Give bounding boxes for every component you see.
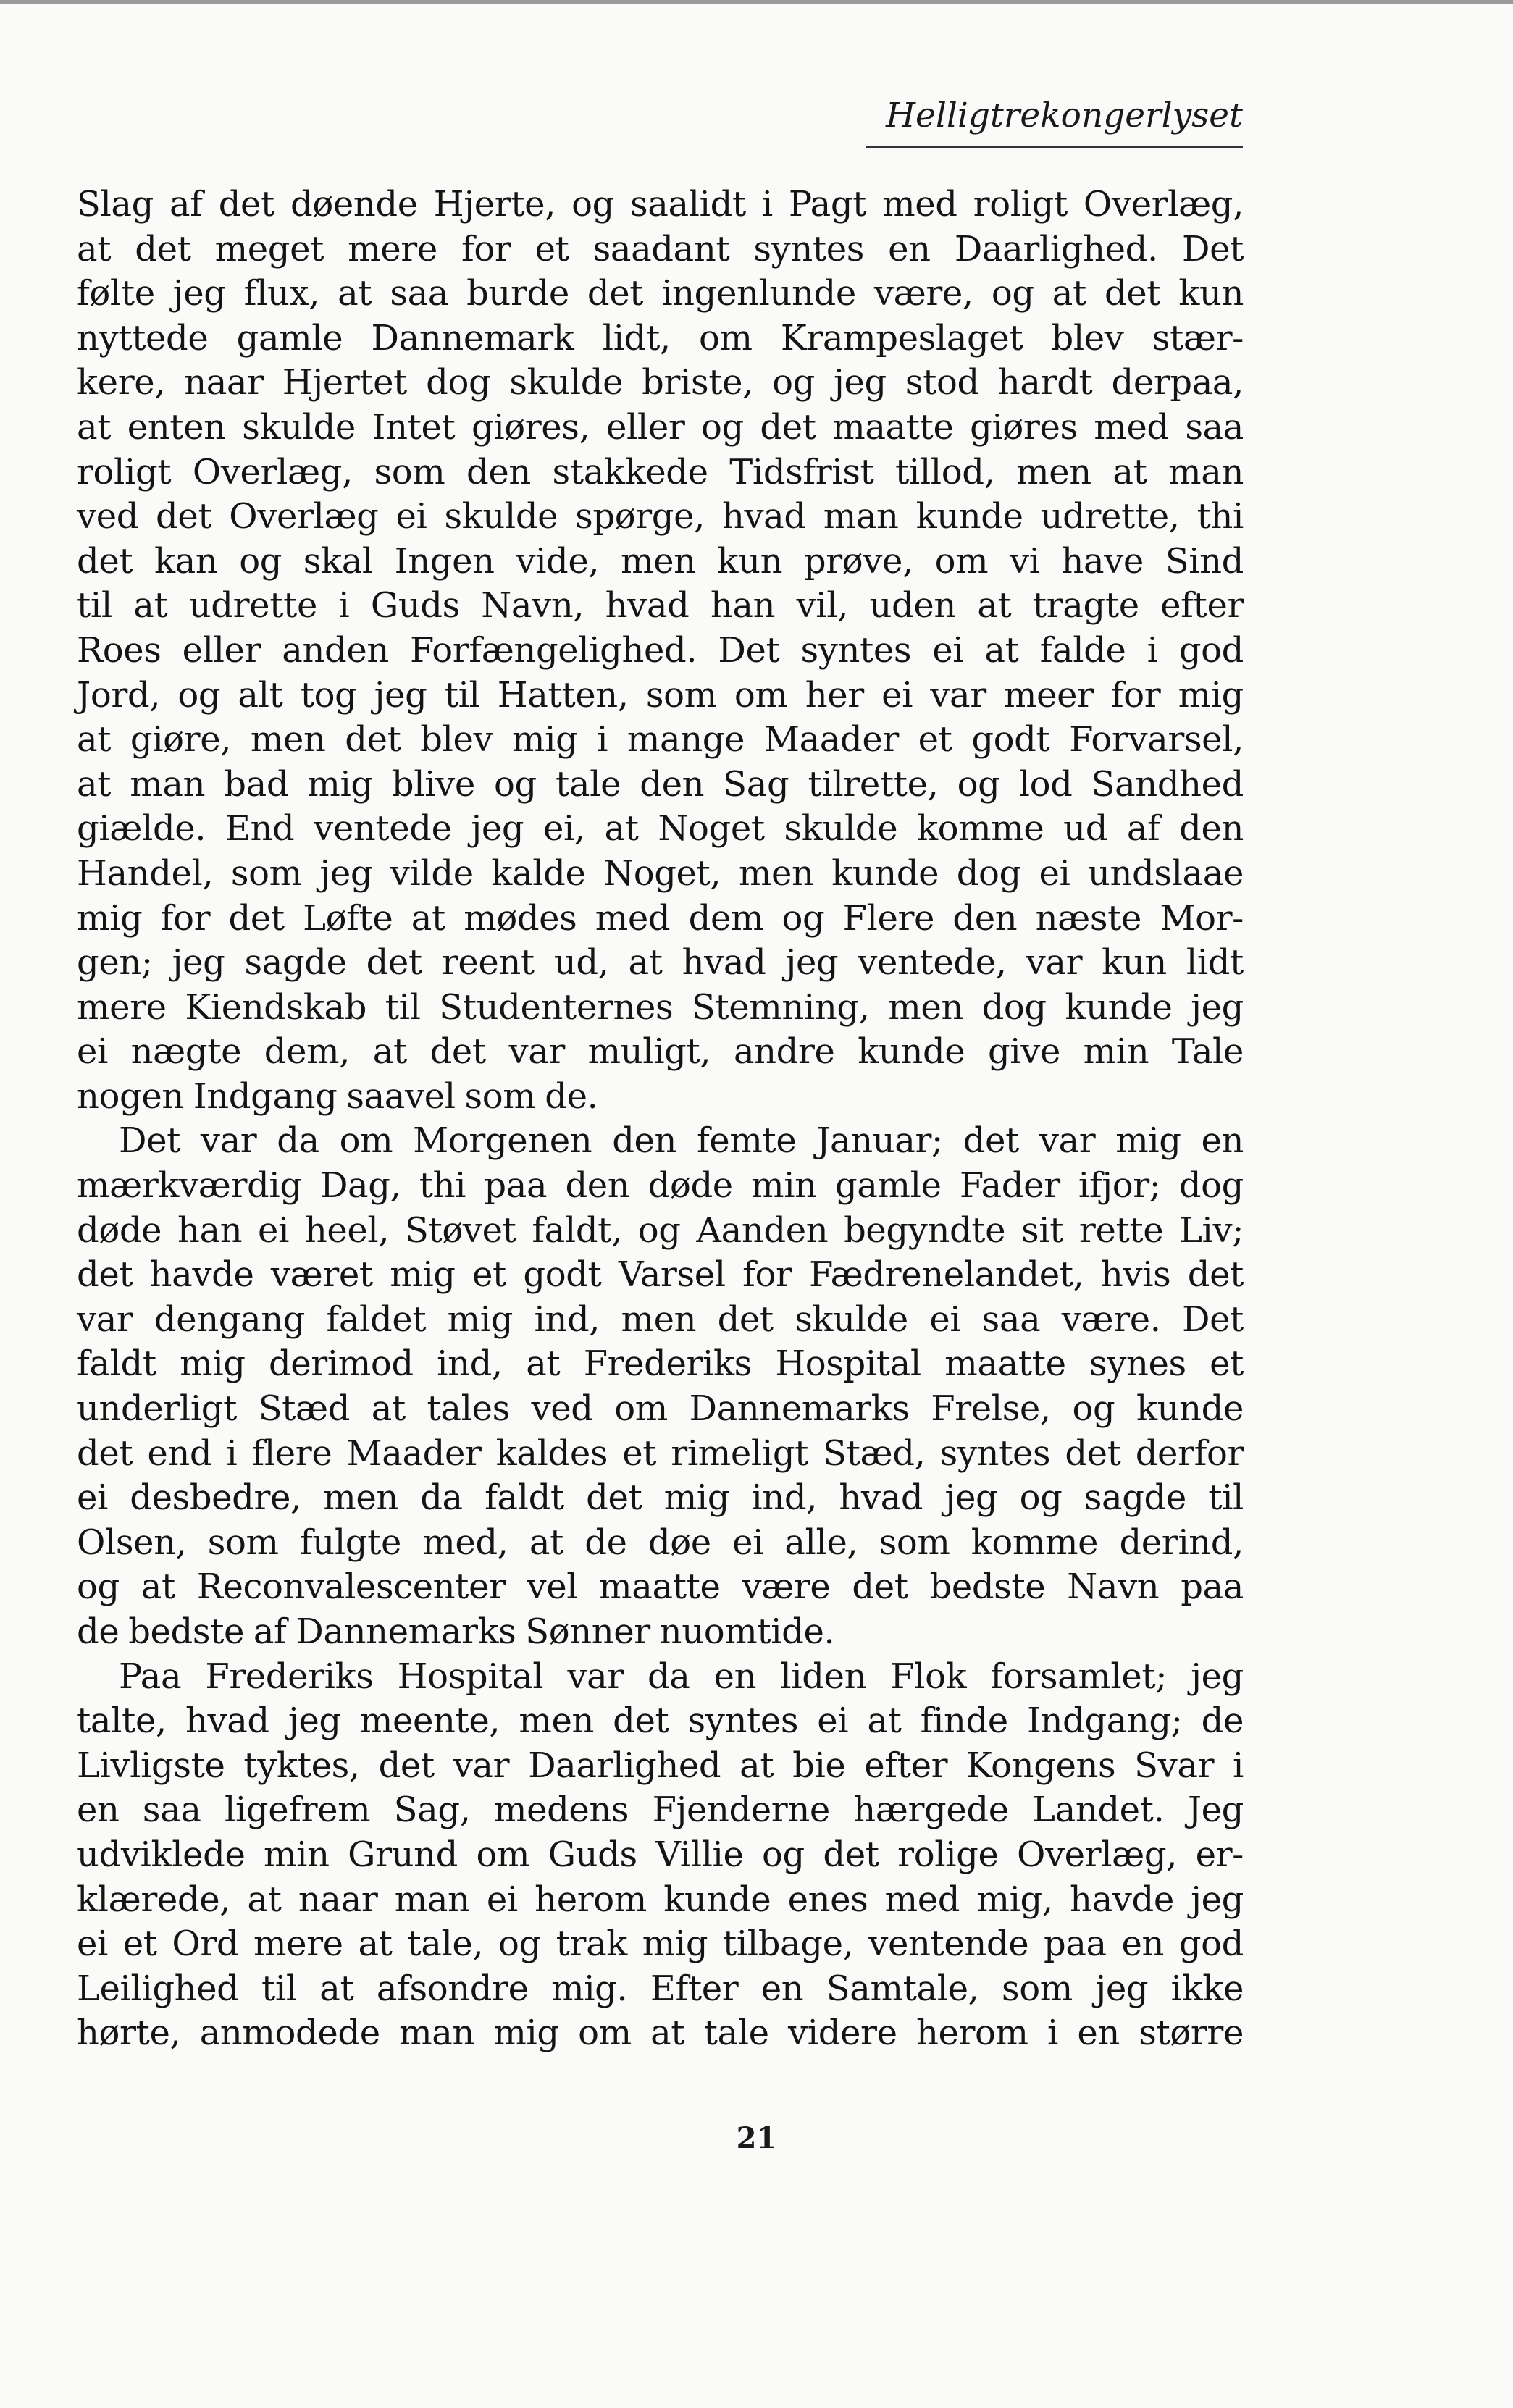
text-line: gen; jeg sagde det reent ud, at hvad jeg ventede, var kun lidt [77,942,1244,983]
text-line: var dengang faldet mig ind, men det skulde ei saa være. Det [77,1299,1244,1340]
text-line: nyttede gamle Dannemark lidt, om Krampeslaget blev stær- [77,317,1244,358]
text-line: døde han ei heel, Støvet faldt, og Aanden begyndte sit rette Liv; [77,1209,1244,1251]
text-line: mærkværdig Dag, thi paa den døde min gamle Fader ifjor; dog [77,1165,1244,1207]
text-line: giælde. End ventede jeg ei, at Noget skulde komme ud af den [77,808,1244,849]
text-line: hørte, anmodede man mig om at tale videre herom i en større [77,2013,1244,2054]
running-head-rule [866,146,1243,148]
text-line: Paa Frederiks Hospital var da en liden Flok forsamlet; jeg [119,1656,1244,1697]
text-line: ei nægte dem, at det var muligt, andre kunde give min Tale [77,1031,1244,1073]
text-line: mere Kiendskab til Studenternes Stemning, men dog kunde jeg [77,986,1244,1028]
text-line: Livligste tyktes, det var Daarlighed at bie efter Kongens Svar i [77,1745,1244,1786]
text-line: underligt Stæd at tales ved om Dannemarks Frelse, og kunde [77,1388,1244,1430]
text-line: udviklede min Grund om Guds Villie og det rolige Overlæg, er- [77,1834,1244,1875]
text-line: ved det Overlæg ei skulde spørge, hvad man kunde udrette, thi [77,496,1244,537]
text-line: det havde været mig et godt Varsel for Fædrenelandet, hvis det [77,1254,1244,1296]
text-line: Leilighed til at afsondre mig. Efter en Samtale, som jeg ikke [77,1968,1244,2009]
text-line: kere, naar Hjertet dog skulde briste, og jeg stod hardt derpaa, [77,362,1244,403]
text-line: Roes eller anden Forfængelighed. Det syntes ei at falde i god [77,629,1244,671]
text-line: ei desbedre, men da faldt det mig ind, hvad jeg og sagde til [77,1477,1244,1519]
text-line: roligt Overlæg, som den stakkede Tidsfrist tillod, men at man [77,451,1244,492]
text-line: Handel, som jeg vilde kalde Noget, men kunde dog ei undslaae [77,852,1244,894]
text-line: at enten skulde Intet giøres, eller og det maatte giøres med saa [77,406,1244,448]
text-line: til at udrette i Guds Navn, hvad han vil, uden at tragte efter [77,585,1244,626]
text-line: og at Reconvalescenter vel maatte være det bedste Navn paa [77,1566,1244,1608]
body-text [77,183,1244,2056]
text-line: talte, hvad jeg meente, men det syntes ei at finde Indgang; de [77,1700,1244,1742]
page-top-edge [0,0,1513,4]
text-line: Jord, og alt tog jeg til Hatten, som om her ei var meer for mig [77,674,1244,716]
text-line: mig for det Løfte at mødes med dem og Flere den næste Mor- [77,897,1244,939]
text-line: at giøre, men det blev mig i mange Maader et godt Forvarsel, [77,719,1244,760]
text-line: at man bad mig blive og tale den Sag tilrette, og lod Sandhed [77,763,1244,805]
text-line: faldt mig derimod ind, at Frederiks Hospital maatte synes et [77,1343,1244,1385]
text-line: Det var da om Morgenen den femte Januar; det var mig en [119,1120,1244,1162]
text-line: det kan og skal Ingen vide, men kun prøve, om vi have Sind [77,540,1244,582]
text-line: de bedste af Dannemarks Sønner nuomtide. [77,1611,835,1652]
page-number: 21 [736,2121,777,2155]
text-line: klærede, at naar man ei herom kunde enes med mig, havde jeg [77,1879,1244,1920]
running-head: Helligtrekongerlyset [886,96,1243,135]
text-line: Olsen, som fulgte med, at de døe ei alle, som komme derind, [77,1522,1244,1563]
text-line: det end i flere Maader kaldes et rimeligt Stæd, syntes det derfor [77,1432,1244,1474]
text-line: Slag af det døende Hjerte, og saalidt i Pagt med roligt Overlæg, [77,184,1244,225]
text-line: nogen Indgang saavel som de. [77,1075,598,1117]
text-line: følte jeg flux, at saa burde det ingenlunde være, og at det kun [77,273,1244,314]
text-line: en saa ligefrem Sag, medens Fjenderne hærgede Landet. Jeg [77,1790,1244,1831]
text-line: at det meget mere for et saadant syntes en Daarlighed. Det [77,228,1244,269]
text-line: ei et Ord mere at tale, og trak mig tilbage, ventende paa en god [77,1924,1244,1965]
